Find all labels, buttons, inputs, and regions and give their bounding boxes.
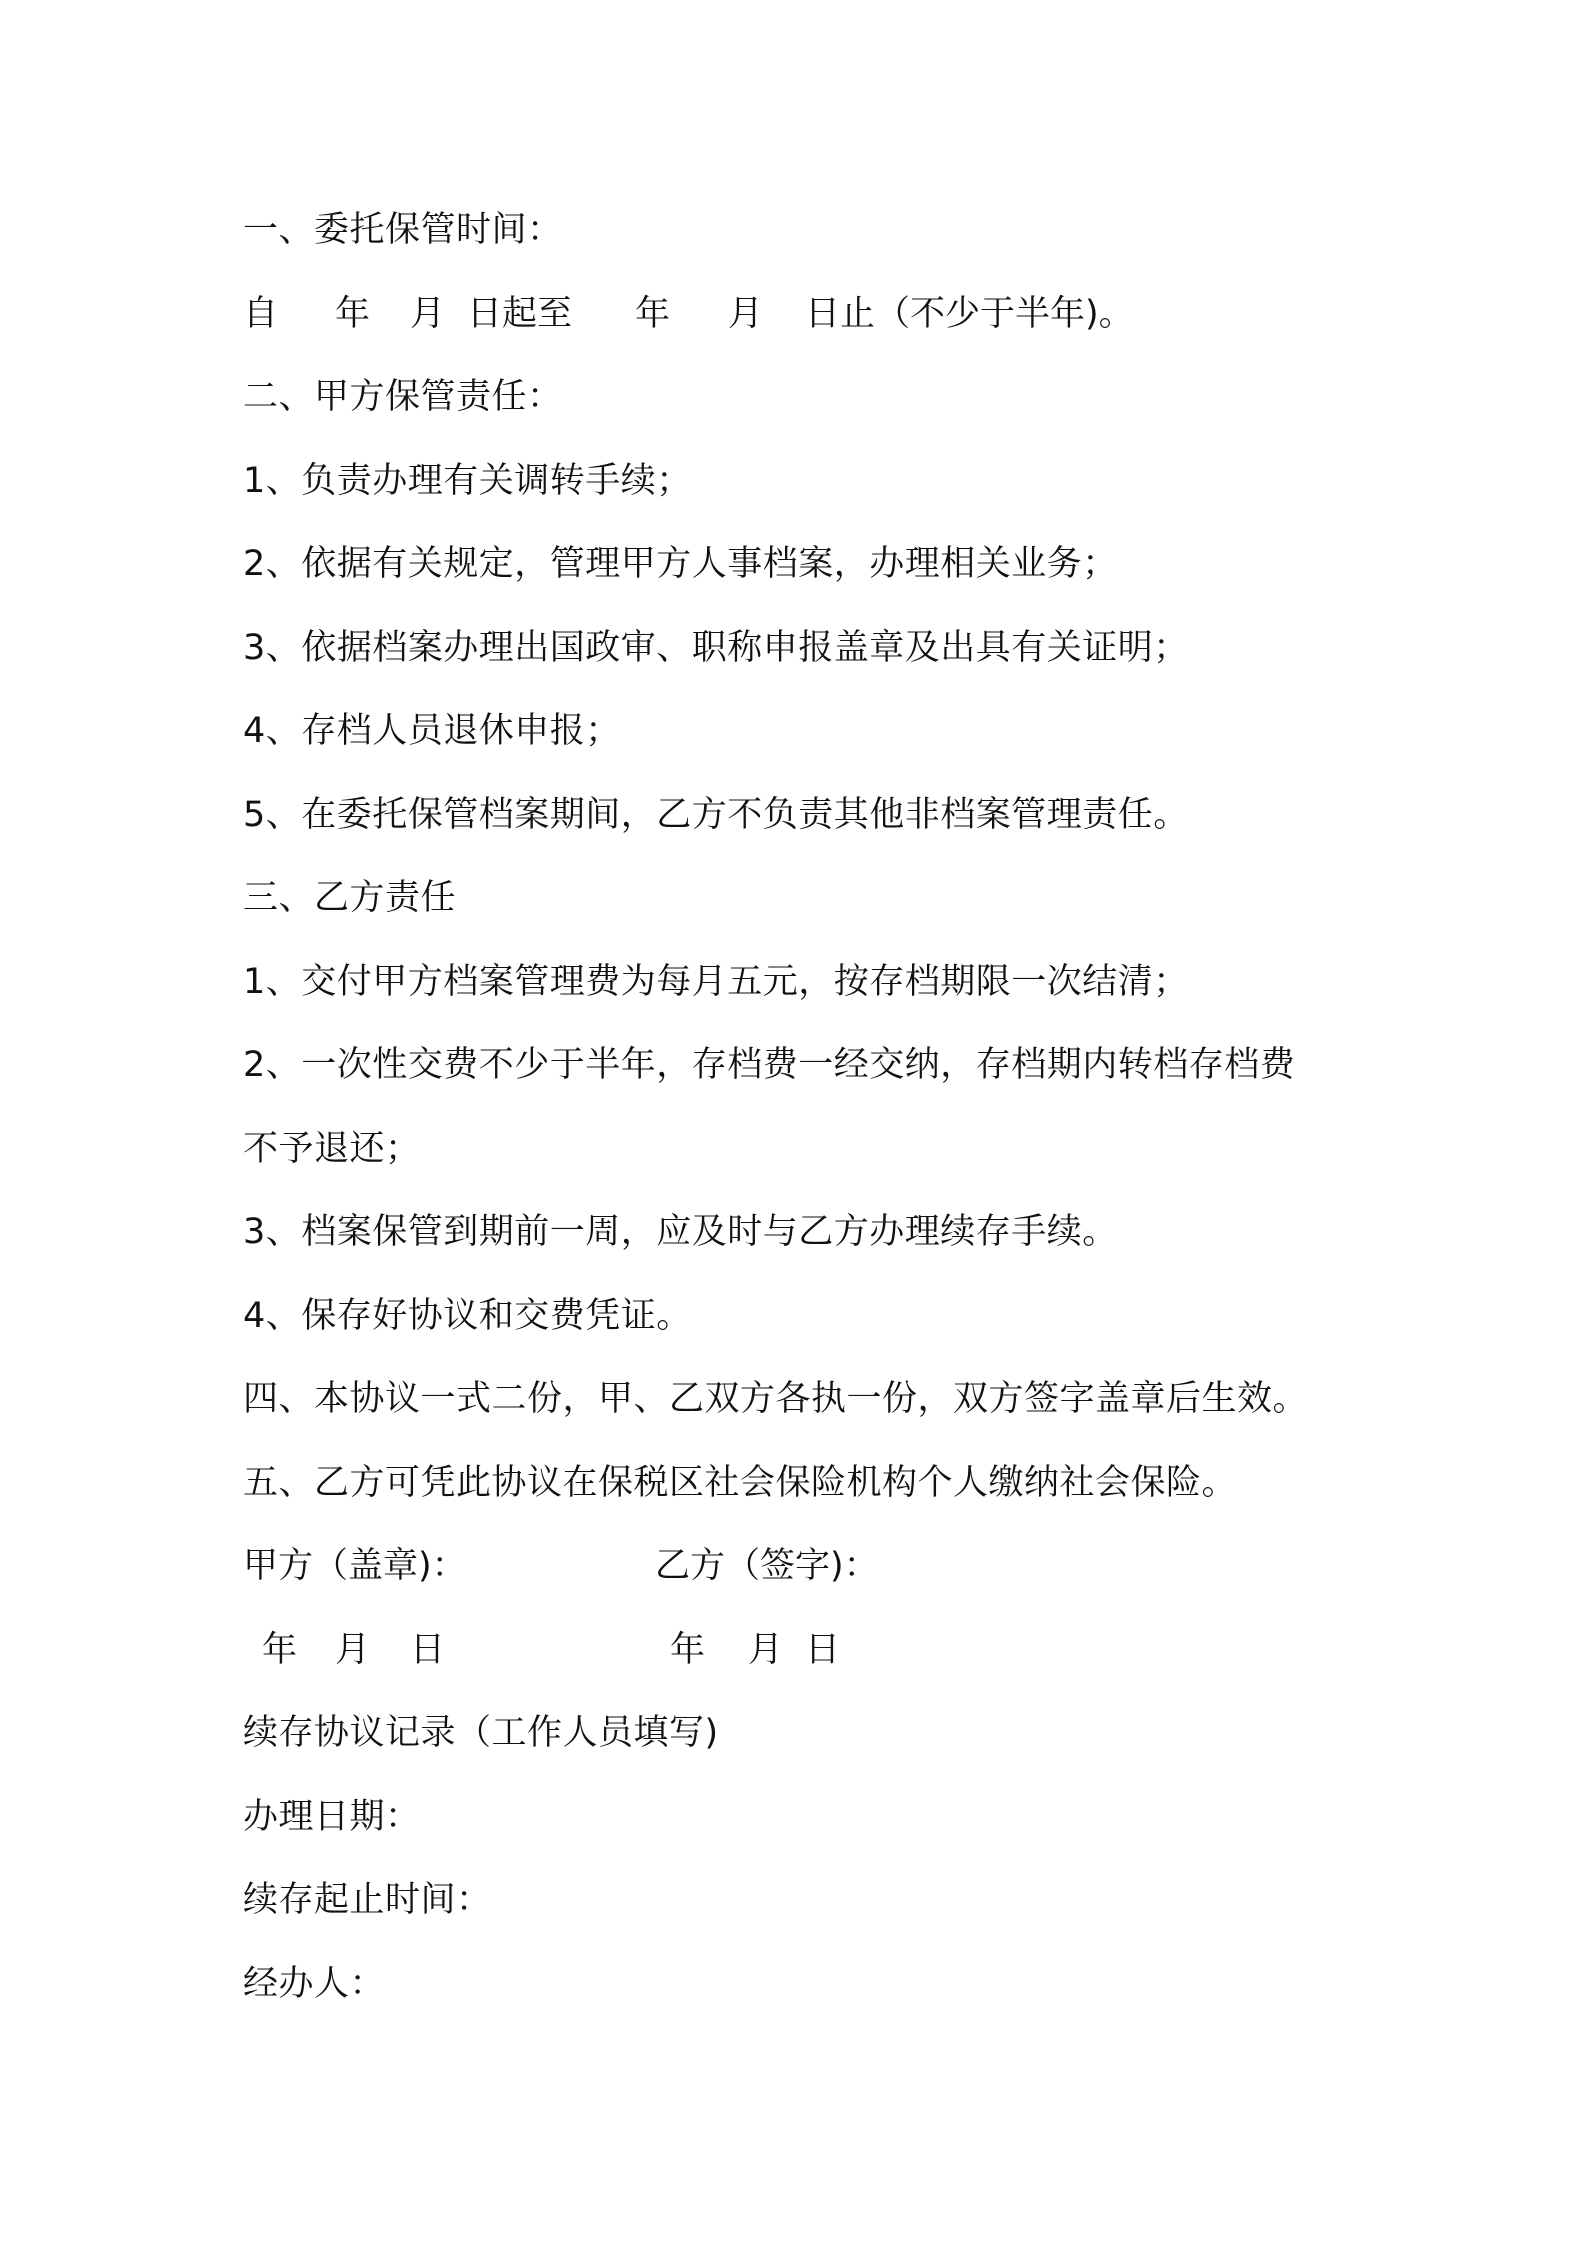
period-day-to: 日止（不少于半年)。: [805, 294, 1134, 334]
date-a-month: 月: [335, 1630, 371, 1670]
period-from-label: 自: [243, 294, 279, 334]
period-day-from: 日起至: [467, 294, 573, 334]
period-month-2: 月: [728, 294, 764, 334]
section-1-heading: 一、委托保管时间：: [243, 210, 563, 250]
section-3-item-continuation: 不予退还；: [243, 1129, 421, 1169]
section-3-item: 4、保存好协议和交费凭证。: [243, 1296, 692, 1336]
section-2-heading: 二、甲方保管责任：: [243, 377, 563, 417]
date-b-day: 日: [805, 1630, 841, 1670]
period-year-2: 年: [635, 294, 671, 334]
date-a-day: 日: [410, 1630, 446, 1670]
party-a-seal-label: 甲方（盖章)：: [243, 1546, 467, 1586]
renewal-period-label: 续存起止时间：: [243, 1880, 492, 1920]
section-4-text: 四、本协议一式二份，甲、乙双方各执一份，双方签字盖章后生效。: [243, 1379, 1309, 1419]
section-2-item: 3、依据档案办理出国政审、职称申报盖章及出具有关证明；: [243, 628, 1189, 668]
renewal-record-title: 续存协议记录（工作人员填写): [243, 1713, 719, 1753]
section-2-item: 1、负责办理有关调转手续；: [243, 461, 692, 501]
handler-label: 经办人：: [243, 1964, 386, 2004]
section-2-item: 5、在委托保管档案期间，乙方不负责其他非档案管理责任。: [243, 795, 1189, 835]
date-a-year: 年: [262, 1630, 298, 1670]
section-3-item: 1、交付甲方档案管理费为每月五元，按存档期限一次结清；: [243, 962, 1189, 1002]
section-3-item: 3、档案保管到期前一周，应及时与乙方办理续存手续。: [243, 1212, 1118, 1252]
period-year-1: 年: [335, 294, 371, 334]
section-5-text: 五、乙方可凭此协议在保税区社会保险机构个人缴纳社会保险。: [243, 1463, 1238, 1503]
section-3-item: 2、一次性交费不少于半年，存档费一经交纳，存档期内转档存档费: [243, 1045, 1296, 1085]
section-2-item: 2、依据有关规定，管理甲方人事档案，办理相关业务；: [243, 544, 1118, 584]
date-b-month: 月: [748, 1630, 784, 1670]
period-month-1: 月: [410, 294, 446, 334]
section-2-item: 4、存档人员退休申报；: [243, 711, 621, 751]
section-3-heading: 三、乙方责任: [243, 878, 457, 918]
date-b-year: 年: [670, 1630, 706, 1670]
processing-date-label: 办理日期：: [243, 1797, 421, 1837]
party-b-signature-label: 乙方（签字)：: [655, 1546, 879, 1586]
